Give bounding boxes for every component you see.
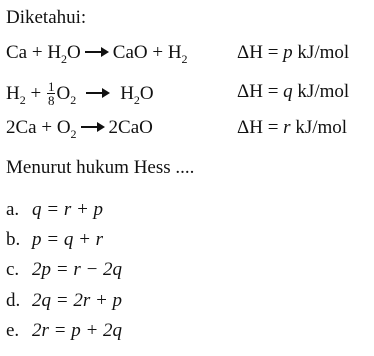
reaction-1-subscript: 2 — [181, 52, 188, 66]
fraction-one-eighth — [47, 80, 56, 107]
reaction-arrow-icon — [86, 87, 110, 99]
reaction-3-subscript: 2 — [70, 127, 77, 141]
equals-sign: = — [262, 81, 284, 102]
reaction-2-subscript: 2 — [70, 92, 77, 107]
reaction-2-subscript: 2 — [133, 92, 140, 107]
option-rhs: = 2r + p — [51, 290, 123, 311]
option-expression — [32, 320, 122, 342]
option-expression — [32, 229, 103, 251]
option-d[interactable] — [6, 290, 122, 312]
reaction-2-text: H — [6, 82, 20, 104]
option-rhs: = r − 2q — [51, 259, 123, 280]
enthalpy-unit: kJ/mol — [292, 81, 350, 102]
option-expression — [32, 290, 122, 312]
option-label: d. — [6, 290, 21, 311]
enthalpy-unit: kJ/mol — [292, 42, 350, 63]
heading-diketahui: Diketahui: — [6, 7, 87, 28]
reaction-2-enthalpy — [237, 81, 349, 103]
option-expression — [32, 199, 103, 221]
reaction-2-text: H — [120, 82, 134, 104]
option-lhs: 2p — [32, 259, 51, 280]
option-label: b. — [6, 229, 21, 250]
option-label: a. — [6, 199, 20, 220]
fraction-numerator: 1 — [47, 79, 55, 94]
reaction-1-enthalpy — [237, 42, 349, 64]
reaction-2-text: O — [139, 82, 154, 104]
option-lhs: q — [32, 199, 42, 220]
reaction-2-text: + — [25, 82, 46, 104]
option-label: c. — [6, 259, 20, 280]
enthalpy-variable: r — [283, 117, 291, 138]
enthalpy-variable: p — [283, 42, 293, 63]
enthalpy-variable: q — [283, 81, 293, 102]
option-rhs: = p + 2q — [48, 320, 123, 341]
reaction-2-text: O — [56, 82, 71, 104]
delta-h-label: ΔH — [237, 81, 263, 102]
enthalpy-unit: kJ/mol — [290, 117, 348, 138]
option-e[interactable] — [6, 320, 122, 342]
equals-sign: = — [262, 42, 284, 63]
reaction-2-equation — [6, 81, 154, 108]
question-text: Menurut hukum Hess .... — [6, 157, 195, 178]
reaction-1-subscript: 2 — [61, 52, 68, 66]
reaction-arrow-icon — [81, 121, 105, 133]
reaction-3-enthalpy — [237, 117, 347, 139]
reaction-3-text: 2Ca + O — [6, 117, 71, 138]
reaction-2-subscript: 2 — [19, 92, 26, 107]
option-label: e. — [6, 320, 20, 341]
reaction-1-text: O — [67, 42, 81, 63]
option-rhs: = r + p — [41, 199, 104, 220]
option-lhs: 2r — [32, 320, 49, 341]
option-b[interactable] — [6, 229, 103, 251]
option-expression — [32, 259, 122, 281]
delta-h-label: ΔH — [237, 117, 263, 138]
option-c[interactable] — [6, 259, 122, 281]
option-a[interactable] — [6, 199, 103, 221]
reaction-3-equation — [6, 117, 153, 139]
reaction-arrow-icon — [85, 46, 109, 58]
equals-sign: = — [262, 117, 284, 138]
reaction-3-text: 2CaO — [108, 117, 153, 138]
option-lhs: 2q — [32, 290, 51, 311]
fraction-denominator: 8 — [47, 93, 55, 108]
option-lhs: p — [32, 229, 42, 250]
reaction-1-text: Ca + H — [6, 42, 62, 63]
reaction-1-equation — [6, 42, 188, 64]
delta-h-label: ΔH — [237, 42, 263, 63]
reaction-1-text: CaO + H — [112, 42, 182, 63]
option-rhs: = q + r — [41, 229, 104, 250]
